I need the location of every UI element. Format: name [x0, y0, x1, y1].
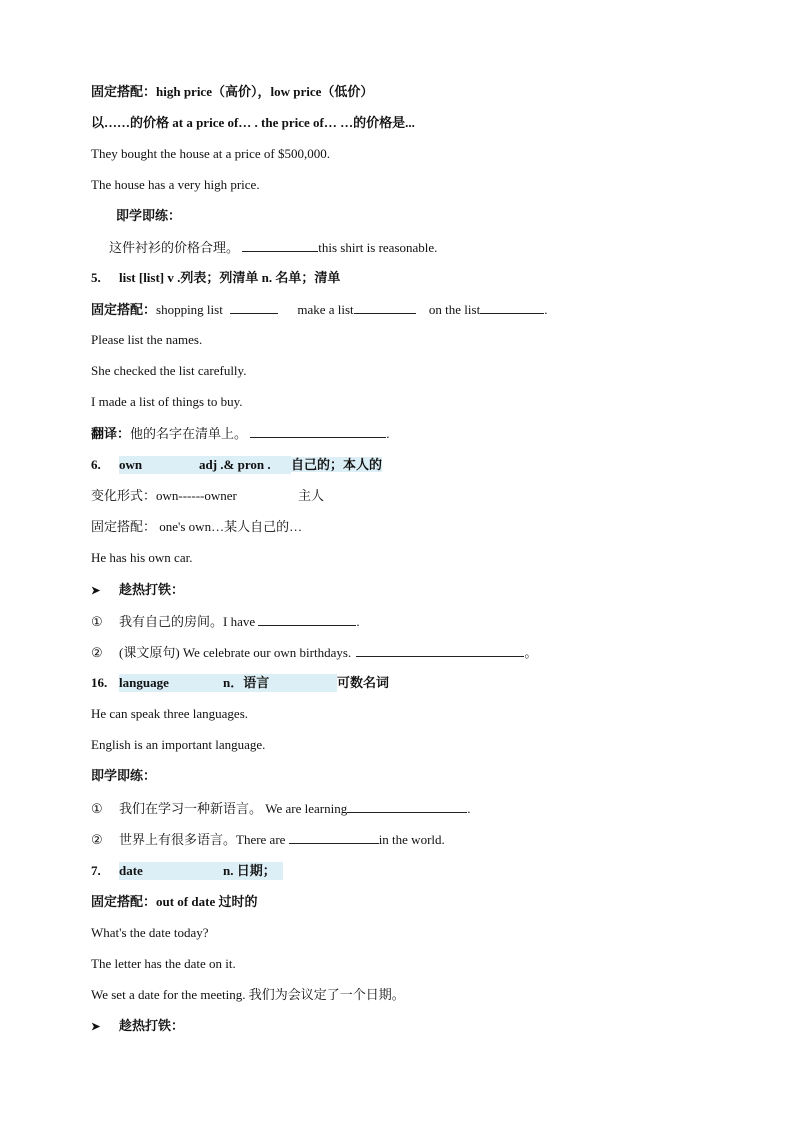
example-sentence: Please list the names. [91, 332, 203, 347]
forms-meaning: 主人 [298, 488, 325, 503]
section-number: 6. [91, 457, 101, 472]
example-sentence: She checked the list carefully. [91, 363, 247, 378]
circled-number: ② [91, 832, 103, 847]
answer-blank[interactable] [250, 424, 386, 438]
question-text: 这件衬衫的价格合理。 [109, 240, 240, 255]
answer-blank[interactable] [480, 300, 544, 314]
collocation-item: on the list [428, 302, 481, 317]
period: . [544, 302, 548, 317]
circled-number: ① [91, 614, 103, 629]
example-sentence: English is an important language. [91, 737, 266, 752]
collocation-list [91, 300, 547, 318]
circled-number: ② [91, 645, 103, 660]
section-word: own [119, 456, 199, 474]
period: . [386, 426, 390, 441]
practice-title: 趁热打铁： [119, 582, 185, 597]
answer-blank[interactable] [347, 799, 467, 813]
answer-blank[interactable] [230, 300, 278, 314]
section-heading-language [91, 674, 389, 692]
answer-blank[interactable] [354, 300, 416, 314]
practice-heading [91, 581, 184, 599]
section-meaning: 可数名词 [337, 675, 390, 690]
answer-blank[interactable] [242, 238, 318, 252]
example-sentence: They bought the house at a price of $500,000. [91, 146, 330, 161]
practice-question [91, 643, 537, 661]
translation-label: 翻译： [91, 426, 131, 441]
collocation-own [91, 518, 302, 536]
example-sentence: What's the date today? [91, 925, 209, 940]
question-text: this shirt is reasonable. [318, 240, 438, 255]
forms-label: 变化形式： [91, 488, 157, 503]
question-text: in the world. [378, 832, 445, 847]
example-sentence: We set a date for the meeting. 我们为会议定了一个日期。 [91, 987, 405, 1002]
section-word: date [119, 862, 223, 880]
example-sentence: He has his own car. [91, 550, 193, 565]
period: . [356, 614, 360, 629]
period: . [467, 801, 471, 816]
question-text: (课文原句) We celebrate our own birthdays. [119, 645, 352, 660]
section-heading-date [91, 862, 283, 880]
section-heading-list [91, 269, 340, 287]
practice-question [109, 238, 437, 256]
arrow-icon: ➤ [91, 585, 101, 597]
collocation-text: one's own…某人自己的… [159, 519, 303, 534]
phrase-at-a-price: 以……的价格 at a price of… . the price of… …的价格是... [91, 115, 415, 130]
answer-blank[interactable] [258, 612, 356, 626]
collocation-item: shopping list [156, 302, 223, 317]
collocation-label: 固定搭配： [91, 302, 157, 317]
circled-number: ① [91, 801, 103, 816]
section-number: 16. [91, 675, 108, 690]
question-text: 我们在学习一种新语言。 We are learning [119, 801, 348, 816]
section-number: 5. [91, 270, 101, 285]
translation-exercise [91, 424, 390, 442]
period: 。 [524, 645, 538, 660]
section-pos: n．语言 [223, 674, 337, 692]
section-pos: adj .& pron . [199, 456, 291, 474]
practice-heading [91, 1017, 184, 1035]
question-text: 我有自己的房间。I have [119, 614, 256, 629]
section-title: list [list] v .列表；列清单 n. 名单；清单 [119, 270, 341, 285]
word-forms [91, 487, 324, 505]
section-pos: n. 日期； [223, 862, 283, 880]
answer-blank[interactable] [289, 830, 379, 844]
section-word: language [119, 674, 223, 692]
answer-blank[interactable] [356, 643, 524, 657]
collocation-item: make a list [297, 302, 354, 317]
translation-text: 他的名字在清单上。 [130, 426, 248, 441]
practice-question [91, 830, 445, 848]
section-meaning: 自己的；本人的 [291, 457, 383, 472]
section-number: 7. [91, 863, 101, 878]
practice-question [91, 612, 360, 630]
collocation-label: 固定搭配： [91, 519, 157, 534]
practice-heading: 即学即练： [116, 208, 182, 223]
question-text: 世界上有很多语言。There are [119, 832, 286, 847]
practice-question [91, 799, 470, 817]
collocation-price: 固定搭配：high price（高价），low price（低价） [91, 84, 374, 99]
example-sentence: The letter has the date on it. [91, 956, 236, 971]
section-heading-own [91, 456, 382, 474]
example-sentence: He can speak three languages. [91, 706, 249, 721]
practice-heading: 即学即练： [91, 768, 157, 783]
example-sentence: I made a list of things to buy. [91, 394, 243, 409]
arrow-icon: ➤ [91, 1021, 101, 1033]
collocation-date: 固定搭配：out of date 过时的 [91, 894, 258, 909]
example-sentence: The house has a very high price. [91, 177, 260, 192]
forms-text: own------owner [156, 488, 237, 503]
practice-title: 趁热打铁： [119, 1018, 185, 1033]
